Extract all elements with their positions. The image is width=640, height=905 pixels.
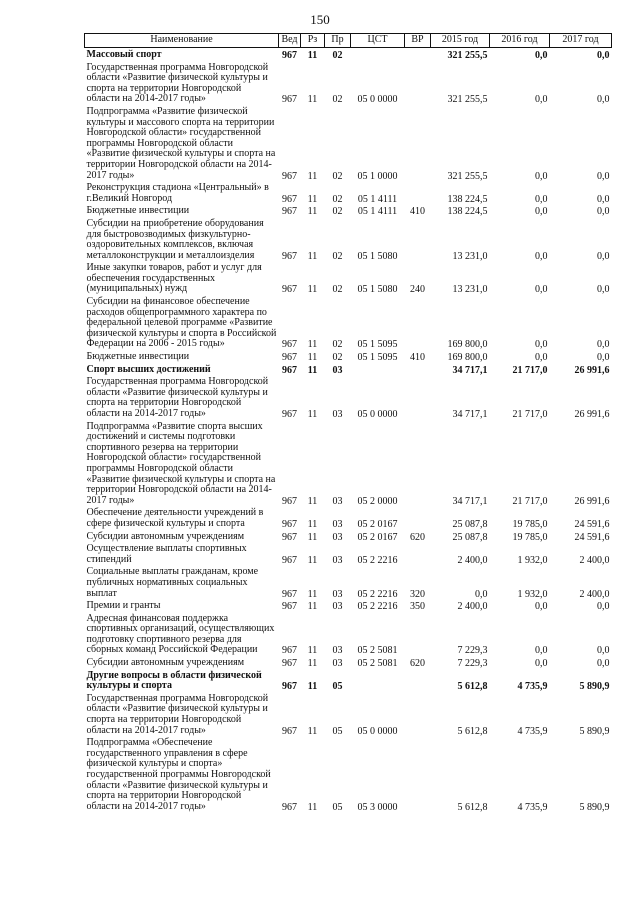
row-2015: 25 087,8 xyxy=(452,518,488,530)
header-2016: 2016 год xyxy=(490,34,550,48)
row-2017: 0,0 xyxy=(597,645,610,657)
row-ved: 967 xyxy=(282,658,297,670)
row-cst: 05 1 5080 xyxy=(357,250,398,262)
row-2017: 0,0 xyxy=(597,352,610,364)
row-2017: 24 591,6 xyxy=(574,531,610,543)
row-ved: 967 xyxy=(282,725,297,737)
row-rz: 11 xyxy=(307,588,318,600)
row-rz: 11 xyxy=(307,801,318,813)
row-name: Обеспечение деятельности учреждений в сфере физической культуры и спорта xyxy=(86,507,264,529)
row-2017: 26 991,6 xyxy=(574,409,610,420)
row-ved: 967 xyxy=(282,193,297,205)
row-2015: 34 717,1 xyxy=(452,364,488,376)
header-cst: ЦСТ xyxy=(351,34,405,48)
row-name: Другие вопросы в области физической культуры и спорта xyxy=(86,669,262,692)
row-2017: 2 400,0 xyxy=(579,588,610,600)
row-ved: 967 xyxy=(282,681,297,693)
row-2016: 21 717,0 xyxy=(512,364,548,376)
row-name: Государственная программа Новгородской области «Развитие физической культуры и спорта на территории Новгородской области на 2014-2017 годы» xyxy=(86,61,269,105)
row-vr xyxy=(405,543,431,566)
row-2015: 7 229,3 xyxy=(457,658,488,670)
row-cst: 05 2 5081 xyxy=(357,645,398,657)
row-pr: 02 xyxy=(332,250,343,262)
row-rz: 11 xyxy=(307,645,318,657)
row-2015: 321 255,5 xyxy=(447,94,488,106)
row-name: Спорт высших достижений xyxy=(86,363,211,375)
row-name: Государственная программа Новгородской области «Развитие физической культуры и спорта на территории Новгородской области на 2014-2017 годы» xyxy=(86,376,269,419)
row-cst: 05 1 4111 xyxy=(357,193,398,205)
row-cst: 05 0 0000 xyxy=(357,94,398,106)
row-2016: 0,0 xyxy=(535,170,548,182)
row-ved: 967 xyxy=(282,352,297,364)
row-2017: 0,0 xyxy=(597,601,610,613)
table-row xyxy=(85,693,612,737)
row-2016: 0,0 xyxy=(535,352,548,364)
row-rz: 11 xyxy=(307,364,318,376)
row-rz: 11 xyxy=(307,531,318,543)
row-2016: 21 717,0 xyxy=(512,495,548,507)
row-cst: 05 2 0167 xyxy=(357,531,398,543)
row-vr: 620 xyxy=(410,531,425,543)
row-ved: 967 xyxy=(282,554,297,566)
row-2015: 25 087,8 xyxy=(452,531,488,543)
row-2017: 0,0 xyxy=(597,284,610,296)
row-2015: 5 612,8 xyxy=(457,801,488,813)
row-2015: 7 229,3 xyxy=(457,645,488,657)
row-vr: 410 xyxy=(410,352,425,364)
row-2015: 2 400,0 xyxy=(457,601,488,613)
table-row xyxy=(85,507,612,530)
row-cst: 05 1 4111 xyxy=(357,206,398,218)
row-rz: 11 xyxy=(307,518,318,530)
row-pr: 03 xyxy=(332,588,343,600)
row-2017: 26 991,6 xyxy=(574,495,610,507)
table-row xyxy=(85,566,612,600)
table-row xyxy=(85,376,612,420)
row-pr: 03 xyxy=(332,364,343,376)
row-2017: 0,0 xyxy=(597,193,610,205)
row-ved: 967 xyxy=(282,284,297,296)
table-row xyxy=(85,218,612,262)
row-rz: 11 xyxy=(307,658,318,670)
table-row xyxy=(85,106,612,182)
row-ved: 967 xyxy=(282,518,297,530)
row-name: Бюджетные инвестиции xyxy=(86,205,190,217)
row-cst xyxy=(351,48,405,62)
row-rz: 11 xyxy=(307,284,318,296)
header-2015: 2015 год xyxy=(431,34,490,48)
table-row xyxy=(85,262,612,296)
row-rz: 11 xyxy=(307,495,318,507)
row-name: Государственная программа Новгородской области «Развитие физической культуры и спорта на территории Новгородской области на 2014-2017 годы» xyxy=(86,692,269,736)
row-ved: 967 xyxy=(282,250,297,262)
row-pr: 03 xyxy=(332,601,343,613)
table-row xyxy=(85,531,612,544)
row-rz: 11 xyxy=(307,352,318,364)
row-cst: 05 1 5095 xyxy=(357,352,398,364)
row-2015: 138 224,5 xyxy=(447,206,488,218)
table-row xyxy=(85,205,612,218)
row-pr: 03 xyxy=(332,645,343,657)
row-cst: 05 1 5080 xyxy=(357,284,398,296)
header-name: Наименование xyxy=(85,34,279,48)
row-vr: 320 xyxy=(410,588,425,600)
section-row xyxy=(85,364,612,377)
row-rz: 11 xyxy=(307,601,318,613)
row-pr: 02 xyxy=(332,50,343,61)
row-pr: 03 xyxy=(332,658,343,670)
row-vr xyxy=(405,737,431,813)
row-rz: 11 xyxy=(307,50,318,61)
row-rz: 11 xyxy=(307,554,318,566)
row-2016: 0,0 xyxy=(535,94,548,106)
row-pr: 03 xyxy=(332,495,343,507)
header-vr: ВР xyxy=(405,34,431,48)
row-2016: 0,0 xyxy=(535,339,548,351)
row-cst: 05 0 0000 xyxy=(357,725,398,737)
row-2017: 0,0 xyxy=(597,50,610,61)
row-pr: 02 xyxy=(332,352,343,364)
table-body xyxy=(85,48,612,814)
row-rz: 11 xyxy=(307,206,318,218)
row-rz: 11 xyxy=(307,409,318,420)
row-cst: 05 1 0000 xyxy=(357,170,398,182)
row-2017: 26 991,6 xyxy=(574,364,610,376)
row-2016: 1 932,0 xyxy=(517,554,548,566)
row-rz: 11 xyxy=(307,170,318,182)
row-2015: 34 717,1 xyxy=(452,409,488,420)
row-cst: 05 2 0167 xyxy=(357,518,398,530)
row-ved: 967 xyxy=(282,495,297,507)
row-vr xyxy=(405,613,431,657)
row-name: Субсидии автономным учреждениям xyxy=(86,657,245,669)
row-ved: 967 xyxy=(282,801,297,813)
row-ved: 967 xyxy=(282,170,297,182)
row-cst: 05 3 0000 xyxy=(357,801,398,813)
row-2016: 0,0 xyxy=(535,50,548,61)
row-name: Осуществление выплаты спортивных стипендий xyxy=(86,543,247,565)
row-cst: 05 2 2216 xyxy=(357,554,398,566)
row-vr xyxy=(405,296,431,351)
table-row xyxy=(85,62,612,106)
row-vr: 240 xyxy=(410,284,425,296)
row-vr xyxy=(405,421,431,508)
row-2017: 0,0 xyxy=(597,339,610,351)
row-rz: 11 xyxy=(307,94,318,106)
row-2017: 24 591,6 xyxy=(574,518,610,530)
row-name: Подпрограмма «Развитие спорта высших достижений и системы подготовки спортивного резерва на территории Новгородской области» государственной программы Новгородской области «Развитие физической культуры и спорта на территории Новгородской области на 2014-2017 годы» xyxy=(86,420,276,506)
row-vr xyxy=(405,376,431,420)
row-cst: 05 2 2216 xyxy=(357,588,398,600)
budget-table xyxy=(84,33,612,813)
row-ved: 967 xyxy=(282,409,297,420)
row-2016: 0,0 xyxy=(535,206,548,218)
row-name: Бюджетные инвестиции xyxy=(86,351,190,363)
table-row xyxy=(85,600,612,613)
row-ved: 967 xyxy=(282,50,297,61)
row-rz: 11 xyxy=(307,725,318,737)
row-pr: 02 xyxy=(332,94,343,106)
row-name: Адресная финансовая поддержка спортивных организаций, осуществляющих подготовку спортивного резерва для сборных команд Российской Федерации xyxy=(86,612,275,656)
row-2017: 0,0 xyxy=(597,658,610,670)
row-cst: 05 1 5095 xyxy=(357,339,398,351)
row-rz: 11 xyxy=(307,339,318,351)
row-pr: 03 xyxy=(332,554,343,566)
row-ved: 967 xyxy=(282,645,297,657)
row-2015: 321 255,5 xyxy=(447,50,488,61)
row-cst: 05 2 2216 xyxy=(357,601,398,613)
row-cst xyxy=(351,364,405,377)
row-pr: 05 xyxy=(332,725,343,737)
row-2016: 19 785,0 xyxy=(512,518,548,530)
table-row xyxy=(85,613,612,657)
header-rz: Рз xyxy=(301,34,325,48)
row-rz: 11 xyxy=(307,681,318,693)
row-2017: 0,0 xyxy=(597,170,610,182)
table-row xyxy=(85,543,612,566)
row-ved: 967 xyxy=(282,364,297,376)
row-cst: 05 2 0000 xyxy=(357,495,398,507)
row-name: Субсидии на финансовое обеспечение расходов общепрограммного характера по федеральной целевой программе «Развитие физической культуры и спорта в Российской Федерации на 2006 - 2015 годы» xyxy=(86,296,277,350)
row-ved: 967 xyxy=(282,531,297,543)
table-row xyxy=(85,351,612,364)
row-pr: 03 xyxy=(332,518,343,530)
row-2015: 0,0 xyxy=(475,588,488,600)
row-2017: 5 890,9 xyxy=(579,681,610,693)
row-2016: 4 735,9 xyxy=(517,681,548,693)
row-pr: 02 xyxy=(332,206,343,218)
row-ved: 967 xyxy=(282,206,297,218)
row-2016: 0,0 xyxy=(535,284,548,296)
row-vr xyxy=(405,693,431,737)
section-row xyxy=(85,670,612,693)
row-2016: 0,0 xyxy=(535,601,548,613)
row-name: Субсидии автономным учреждениям xyxy=(86,530,245,542)
row-name: Массовый спорт xyxy=(86,49,162,60)
row-2015: 13 231,0 xyxy=(452,250,488,262)
row-pr: 05 xyxy=(332,801,343,813)
table-row xyxy=(85,737,612,813)
row-vr xyxy=(405,48,431,62)
row-pr: 02 xyxy=(332,284,343,296)
header-pr: Пр xyxy=(325,34,351,48)
row-vr xyxy=(405,364,431,377)
row-pr: 03 xyxy=(332,409,343,420)
table-header xyxy=(85,34,612,48)
row-2017: 2 400,0 xyxy=(579,554,610,566)
row-vr: 410 xyxy=(410,206,425,218)
row-2015: 5 612,8 xyxy=(457,725,488,737)
row-vr xyxy=(405,218,431,262)
row-vr: 620 xyxy=(410,658,425,670)
row-vr xyxy=(405,182,431,205)
row-name: Подпрограмма «Обеспечение государственного управления в сфере физической культуры и спорта» государственной программы Новгородской области «Развитие физической культуры и спорта на территории Новгородской области на 2014-2017 годы» xyxy=(86,737,271,812)
header-ved: Вед xyxy=(279,34,301,48)
row-2016: 21 717,0 xyxy=(512,409,548,420)
row-rz: 11 xyxy=(307,250,318,262)
table-row xyxy=(85,657,612,670)
row-vr xyxy=(405,62,431,106)
row-name: Подпрограмма «Развитие физической культуры и массового спорта на территории Новгородской области» государственной программы Новгородской области «Развитие физической культуры и спорта на территории Новгородской области на 2014-2017 годы» xyxy=(86,105,276,181)
header-2017: 2017 год xyxy=(550,34,612,48)
table-row xyxy=(85,421,612,508)
row-pr: 03 xyxy=(332,531,343,543)
row-vr: 350 xyxy=(410,601,425,613)
row-2015: 169 800,0 xyxy=(447,339,488,351)
row-ved: 967 xyxy=(282,94,297,106)
row-pr: 02 xyxy=(332,193,343,205)
row-2015: 2 400,0 xyxy=(457,554,488,566)
page-number: 150 xyxy=(310,12,330,27)
row-name: Субсидии на приобретение оборудования для быстровозводимых физкультурно-оздоровительных комплексов, включая металлоконструкции и металлоизделия xyxy=(86,217,264,261)
row-name: Премии и гранты xyxy=(86,600,161,612)
row-2015: 321 255,5 xyxy=(447,170,488,182)
row-2015: 5 612,8 xyxy=(457,681,488,693)
row-ved: 967 xyxy=(282,588,297,600)
row-2017: 0,0 xyxy=(597,250,610,262)
section-row xyxy=(85,48,612,62)
row-name: Иные закупки товаров, работ и услуг для обеспечения государственных (муниципальных) нужд xyxy=(86,262,262,295)
row-ved: 967 xyxy=(282,601,297,613)
row-2017: 0,0 xyxy=(597,206,610,218)
row-vr xyxy=(405,106,431,182)
row-2017: 0,0 xyxy=(597,94,610,106)
row-pr: 02 xyxy=(332,339,343,351)
row-2016: 4 735,9 xyxy=(517,725,548,737)
row-2015: 169 800,0 xyxy=(447,352,488,364)
row-2015: 34 717,1 xyxy=(452,495,488,507)
row-cst: 05 2 5081 xyxy=(357,658,398,670)
row-2016: 0,0 xyxy=(535,250,548,262)
row-vr xyxy=(405,670,431,693)
row-2016: 0,0 xyxy=(535,658,548,670)
row-cst xyxy=(351,670,405,693)
row-cst: 05 0 0000 xyxy=(357,409,398,420)
row-2017: 5 890,9 xyxy=(579,801,610,813)
row-pr: 02 xyxy=(332,170,343,182)
row-2016: 0,0 xyxy=(535,645,548,657)
row-vr xyxy=(405,507,431,530)
row-2016: 4 735,9 xyxy=(517,801,548,813)
row-name: Социальные выплаты гражданам, кроме публичных нормативных социальных выплат xyxy=(86,566,259,599)
row-2016: 19 785,0 xyxy=(512,531,548,543)
row-2015: 13 231,0 xyxy=(452,284,488,296)
row-2015: 138 224,5 xyxy=(447,193,488,205)
row-rz: 11 xyxy=(307,193,318,205)
row-2016: 1 932,0 xyxy=(517,588,548,600)
table-row xyxy=(85,182,612,205)
row-2016: 0,0 xyxy=(535,193,548,205)
row-name: Реконструкция стадиона «Центральный» в г.Великий Новгород xyxy=(86,182,269,204)
row-ved: 967 xyxy=(282,339,297,351)
table-row xyxy=(85,296,612,351)
row-2017: 5 890,9 xyxy=(579,725,610,737)
row-pr: 05 xyxy=(332,681,343,693)
